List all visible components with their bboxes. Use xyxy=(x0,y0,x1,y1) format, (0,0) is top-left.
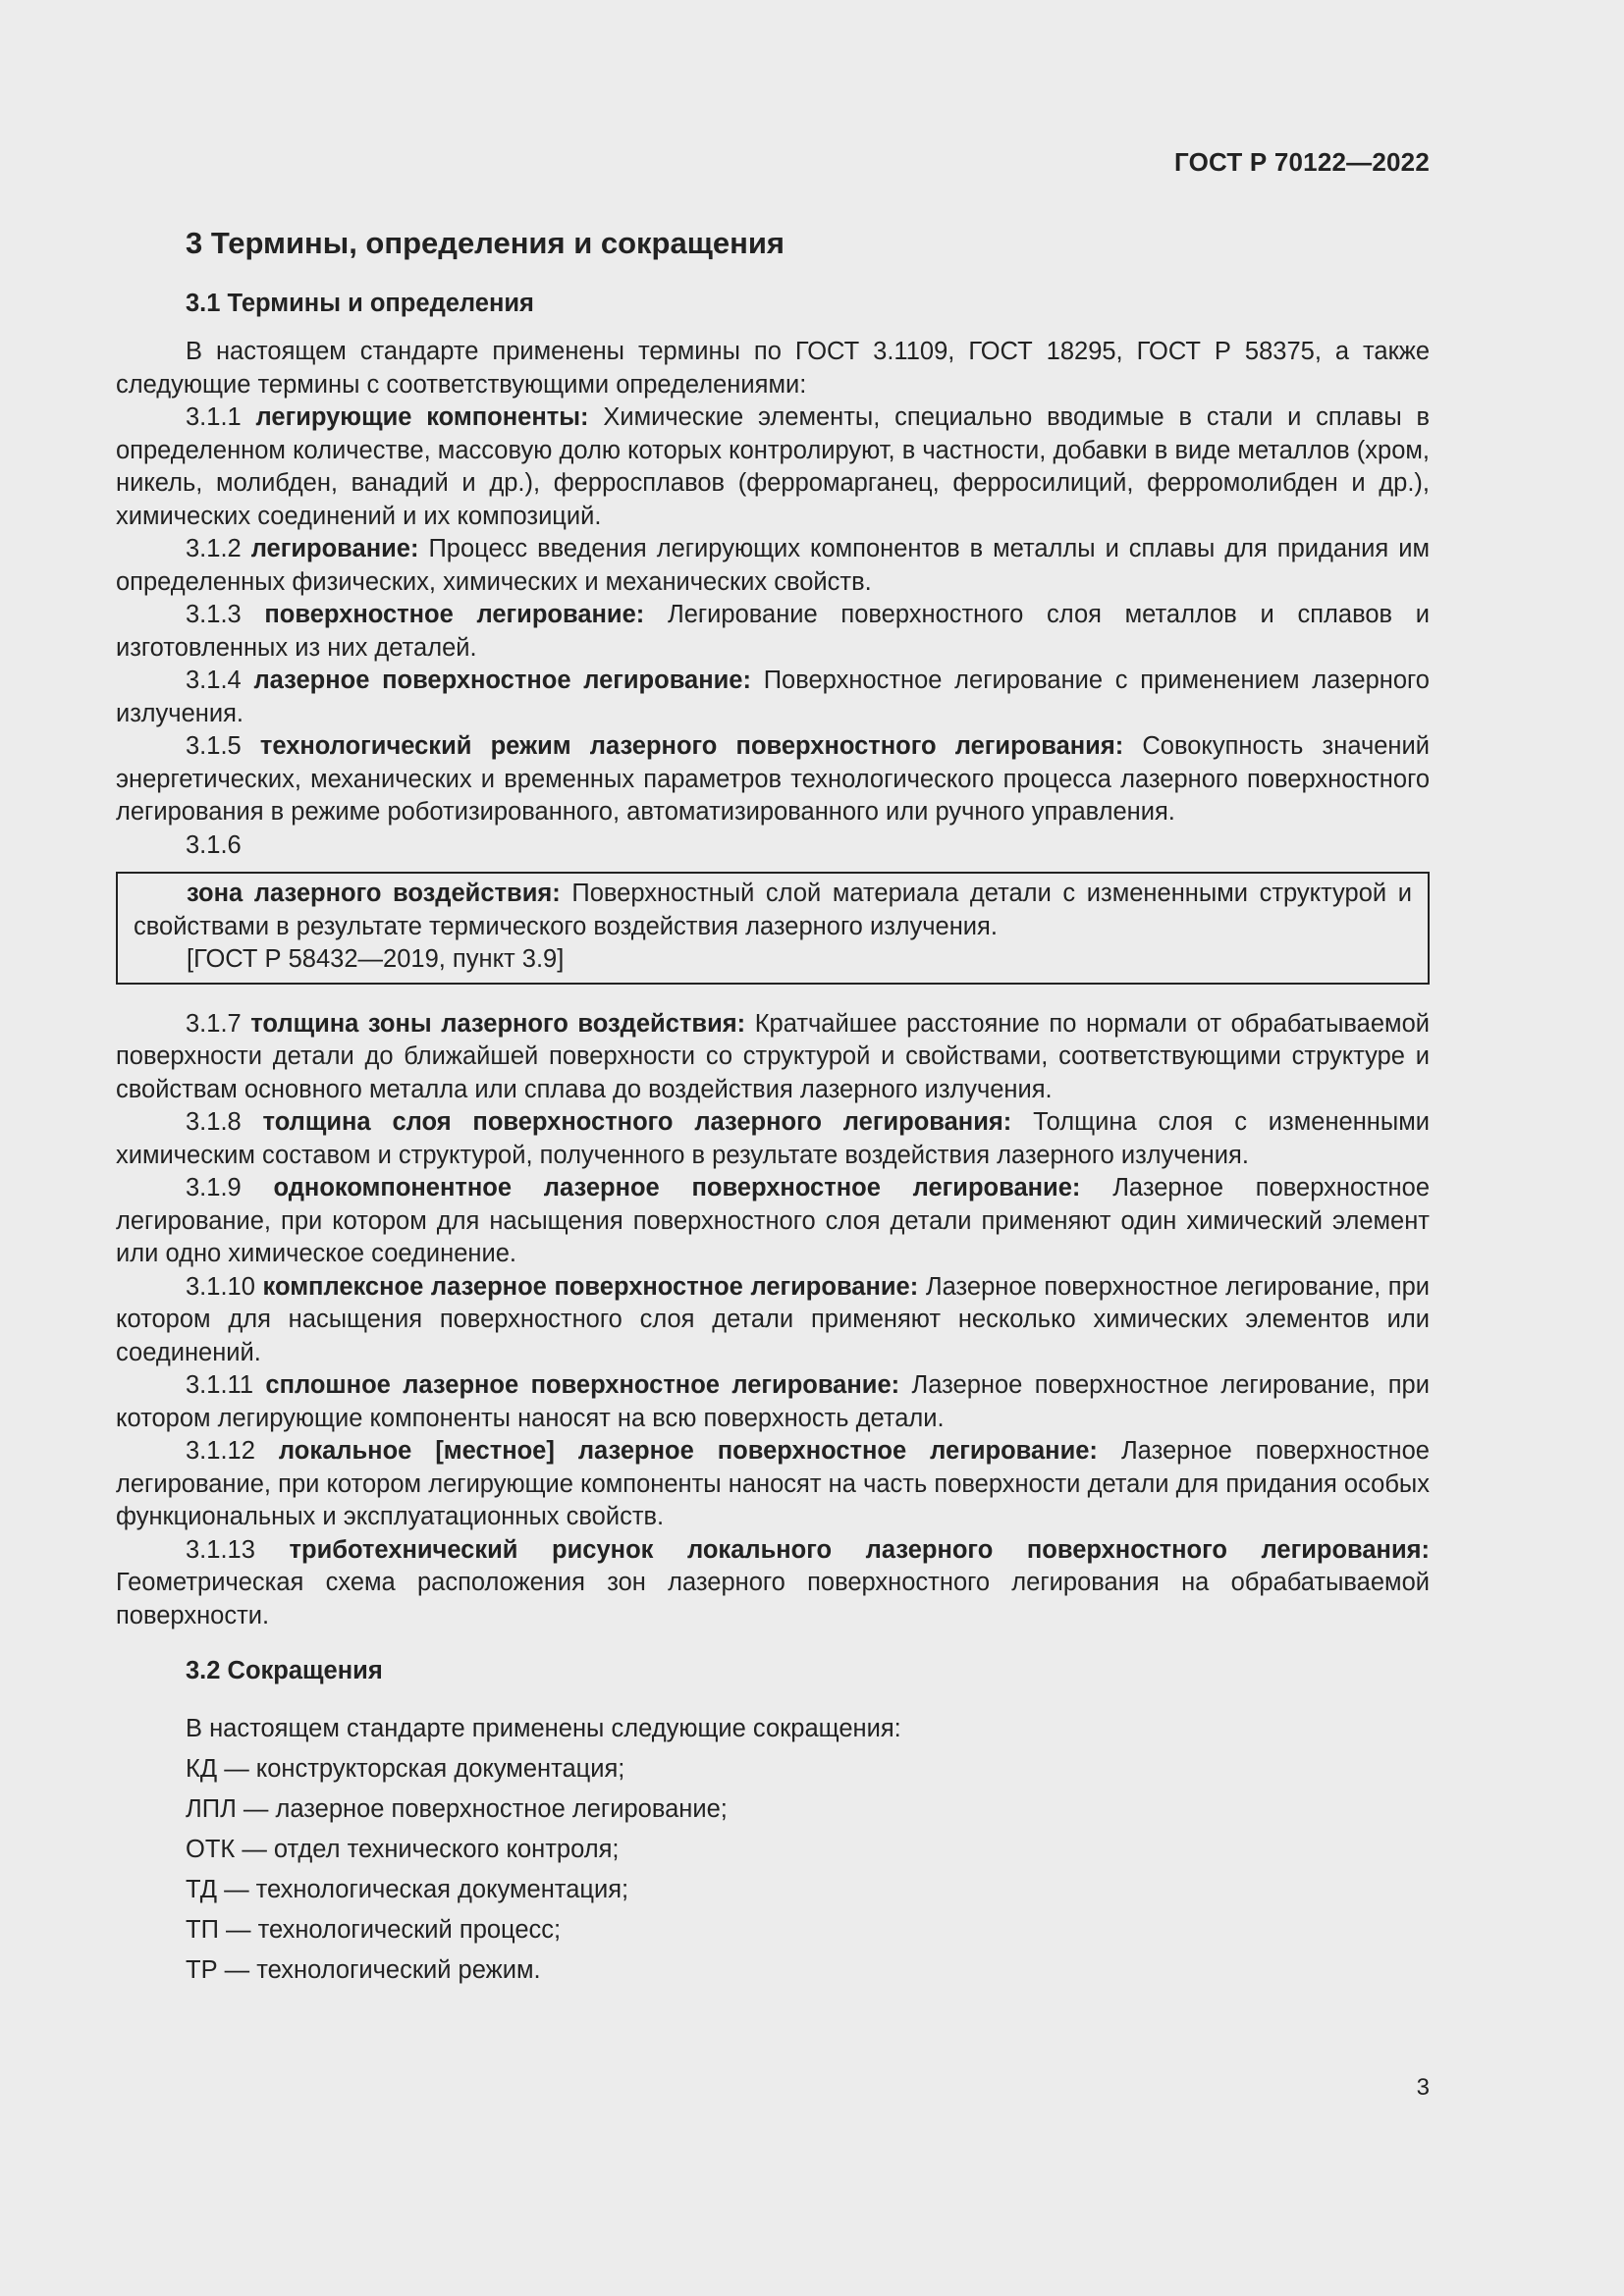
abbreviation-item: ОТК — отдел технического контроля; xyxy=(186,1836,620,1863)
term-name: сплошное лазерное поверхностное легирование: xyxy=(265,1371,900,1399)
term-name: легирование: xyxy=(250,535,419,562)
term-definition: Совокупность значений энергетических, механических и временных параметров технологического процесса лазерного поверхностного легирования в режиме роботизированного, автоматизированного или ручного управления. xyxy=(116,732,1430,826)
abbreviation-item: ЛПЛ — лазерное поверхностное легирование; xyxy=(186,1795,728,1823)
term-name: зона лазерного воздействия: xyxy=(187,880,561,907)
term-name: триботехнический рисунок локального лазерного поверхностного легирования: xyxy=(289,1535,1430,1564)
page-number: 3 xyxy=(1416,2074,1430,2101)
term-name: комплексное лазерное поверхностное легирование: xyxy=(262,1272,919,1301)
term-source-reference: [ГОСТ Р 58432—2019, пункт 3.9] xyxy=(187,945,565,973)
term-number: 3.1.8 xyxy=(186,1108,242,1136)
term-entry xyxy=(116,1106,1430,1172)
abbreviations-intro: В настоящем стандарте применены следующие сокращения: xyxy=(186,1715,901,1742)
term-number: 3.1.11 xyxy=(186,1371,254,1399)
term-number: 3.1.10 xyxy=(186,1272,255,1301)
section-title: 3 Термины, определения и сокращения xyxy=(186,226,785,260)
term-definition: Кратчайшее расстояние по нормали от обрабатываемой поверхности детали до ближайшей поверхности со структурой и свойствами, соответствующими структуре и свойствам основного металла или сплава до воздействия лазерного излучения. xyxy=(116,1009,1431,1103)
borrowed-term-box xyxy=(116,872,1430,985)
term-name: лазерное поверхностное легирование: xyxy=(253,667,751,694)
term-definition: Лазерное поверхностное легирование, при котором легирующие компоненты наносят на всю поверхность детали. xyxy=(116,1371,1430,1432)
boxed-term-entry xyxy=(134,878,1412,943)
term-definition: Лазерное поверхностное легирование, при котором для насыщения поверхностного слоя детали применяют один химический элемент или одно химическое соединение. xyxy=(116,1174,1431,1267)
term-definition: Поверхностное легирование с применением лазерного излучения. xyxy=(116,667,1430,727)
document-code: ГОСТ Р 70122—2022 xyxy=(1174,147,1430,177)
abbreviation-item: ТП — технологический процесс; xyxy=(186,1916,562,1944)
term-definition: Процесс введения легирующих компонентов в металлы и сплавы для придания им определенных физических, химических и механических свойств. xyxy=(116,535,1430,596)
term-number: 3.1.13 xyxy=(186,1535,255,1564)
boxed-term-number: 3.1.6 xyxy=(186,830,242,859)
term-number: 3.1.9 xyxy=(186,1174,242,1201)
term-definition: Толщина слоя с измененными химическим составом и структурой, полученного в результате воздействия лазерного излучения. xyxy=(116,1108,1430,1169)
term-entry xyxy=(116,401,1430,533)
term-name: однокомпонентное лазерное поверхностное легирование: xyxy=(273,1174,1081,1201)
abbreviation-item: ТД — технологическая документация; xyxy=(186,1876,629,1903)
term-number: 3.1.3 xyxy=(186,601,242,628)
term-entry xyxy=(116,1369,1430,1435)
abbreviation-item: ТР — технологический режим. xyxy=(186,1956,541,1984)
term-name: толщина зоны лазерного воздействия: xyxy=(250,1009,746,1038)
term-name: толщина слоя поверхностного лазерного легирования: xyxy=(262,1108,1012,1136)
term-definition: Поверхностный слой материала детали с измененными структурой и свойствами в результате термического воздействия лазерного излучения. xyxy=(134,880,1412,940)
page-content xyxy=(116,222,1430,1991)
abbreviation-item: КД — конструкторская документация; xyxy=(186,1755,625,1783)
term-entry xyxy=(116,1534,1430,1633)
term-definition: Легирование поверхностного слоя металлов и сплавов и изготовленных из них деталей. xyxy=(116,601,1430,662)
term-entry xyxy=(116,1435,1430,1534)
term-entry xyxy=(116,730,1430,829)
term-entry xyxy=(116,599,1430,665)
term-entry xyxy=(116,665,1430,730)
term-definition: Химические элементы, специально вводимые в стали и сплавы в определенном количестве, массовую долю которых контролируют, в частности, добавки в виде металлов (хром, никель, молибден, ванадий и др.), ферросплавов (ферромарганец, ферросилиций, ферромолибден и др.), химических соединений и их композиций. xyxy=(116,403,1430,530)
term-number: 3.1.2 xyxy=(186,535,242,562)
term-definition: Лазерное поверхностное легирование, при котором легирующие компоненты наносят на часть поверхности детали для придания особых функциональных и эксплуатационных свойств. xyxy=(116,1437,1430,1530)
term-entry xyxy=(116,1271,1430,1370)
subsection-title-abbreviations: 3.2 Сокращения xyxy=(186,1657,383,1684)
term-entry xyxy=(116,533,1430,599)
term-name: технологический режим лазерного поверхностного легирования: xyxy=(259,732,1124,760)
term-number: 3.1.1 xyxy=(186,403,242,431)
terms-intro: В настоящем стандарте применены термины по ГОСТ 3.1109, ГОСТ 18295, ГОСТ Р 58375, а также следующие термины с соответствующими определениями: xyxy=(116,338,1430,399)
term-definition: Геометрическая схема расположения зон лазерного поверхностного легирования на обрабатываемой поверхности. xyxy=(116,1569,1430,1629)
subsection-title-terms: 3.1 Термины и определения xyxy=(186,290,534,317)
term-name: поверхностное легирование: xyxy=(264,601,645,628)
term-number: 3.1.12 xyxy=(186,1437,255,1465)
term-number: 3.1.4 xyxy=(186,667,242,694)
term-name: легирующие компоненты: xyxy=(255,403,589,431)
term-number: 3.1.7 xyxy=(186,1009,242,1038)
term-name: локальное [местное] лазерное поверхностное легирование: xyxy=(278,1437,1098,1465)
term-entry xyxy=(116,1172,1430,1271)
term-number: 3.1.5 xyxy=(186,732,242,760)
term-entry xyxy=(116,1008,1430,1107)
abbreviations-list xyxy=(116,1749,1430,1991)
term-definition: Лазерное поверхностное легирование, при котором для насыщения поверхностного слоя детали применяют несколько химических элементов или соединений. xyxy=(116,1272,1430,1366)
